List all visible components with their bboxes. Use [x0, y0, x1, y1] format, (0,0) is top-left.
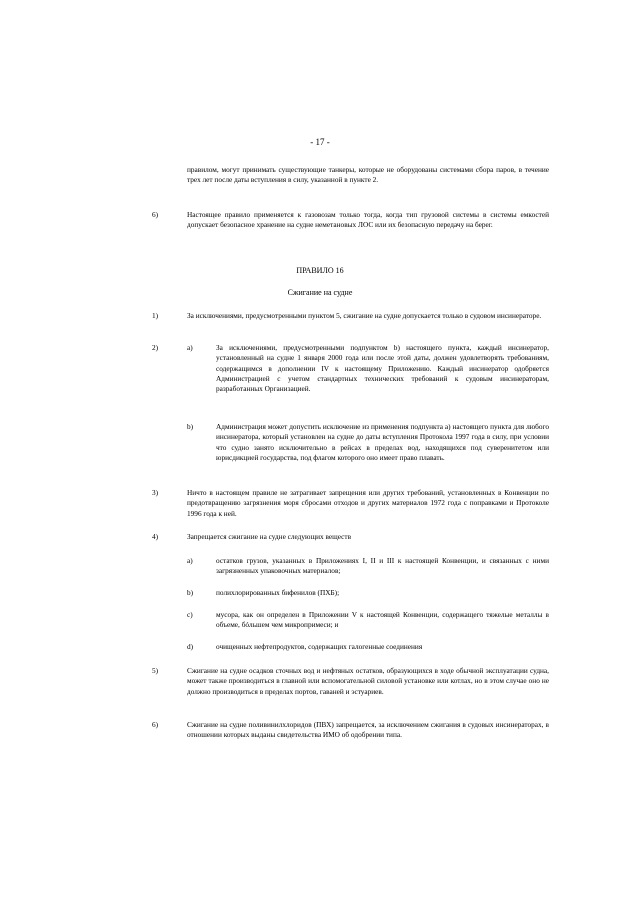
para-2b-text: Администрация может допустить исключение из применения подпункта a) настоящего пункта для любого инсинератора, который установлен на судне до даты вступления Протокола 1997 года в силу, при условии что судно занято исключительно в рейсах в пределах вод, находящихся под суверенитетом или юрисдикцией государства, под флагом которого оно имеет право плавать.: [216, 422, 549, 462]
para-4-text: Запрещается сжигание на судне следующих веществ: [187, 532, 352, 541]
para-4a-label: a): [187, 556, 193, 565]
para-4c-text: мусора, как он определен в Приложении V к настоящей Конвенции, содержащего тяжелые металлы в объеме, бóльшем чем микропримеси; и: [216, 610, 549, 630]
para-1-text: За исключениями, предусмотренными пунктом 5, сжигание на судне допускается только в судовом инсинераторе.: [187, 311, 542, 320]
para-4-number: 4): [152, 532, 159, 541]
para-2-number: 2): [152, 343, 159, 352]
para-4b-label: b): [187, 588, 194, 597]
page-number: - 17 -: [310, 137, 330, 147]
para-2a-text: За исключениями, предусмотренными подпунктом b) настоящего пункта, каждый инсинератор, установленный на судне 1 января 2000 года или после этой даты, должен удовлетворять требованиям, содержащимся в дополнении IV к настоящему Приложению. Каждый инсинератор одобряется Администрацией с учетом стандартных технических требований к судовым инсинераторам, разработанных Организацией.: [216, 343, 549, 394]
para-3-text: Ничто в настоящем правиле не затрагивает запрещения или других требований, установленных в Конвенции по предотвращению загрязнения моря сбросами отходов и других материалов 1972 года с поправками и Протоколе 1996 года к ней.: [187, 488, 549, 518]
para-4d-label: d): [187, 642, 194, 651]
para-4c-label: c): [187, 610, 193, 619]
rule-subtitle: Сжигание на судне: [287, 288, 353, 297]
para-2a-label: a): [187, 343, 193, 352]
item-6-number: 6): [152, 210, 159, 219]
intro-paragraph: правилом, могут принимать существующие танкеры, которые не оборудованы системами сбора паров, в течение трех лет после даты вступления в силу, указанной в пункте 2.: [187, 165, 549, 185]
para-1-number: 1): [152, 311, 159, 320]
para-4d-text: очищенных нефтепродуктов, содержащих галогенные соединения: [216, 642, 423, 651]
para-2b-label: b): [187, 422, 194, 431]
para-3-number: 3): [152, 488, 159, 497]
item-6-text: Настоящее правило применяется к газовозам только тогда, когда тип грузовой системы в системы емкостей допускает безопасное хранение на судне неметановых ЛОС или их безопасную передачу на берег.: [187, 210, 549, 230]
para-4a-text: остатков грузов, указанных в Приложениях I, II и III к настоящей Конвенции, и связанных с ними загрязненных упаковочных материалов;: [216, 556, 549, 576]
para-5-text: Сжигание на судне осадков сточных вод и нефтяных остатков, образующихся в ходе обычной эксплуатации судна, может также производиться в главной или вспомогательной силовой установке или котлах, но в этом случае оно не должно производиться в пределах портов, гаваней и эстуариев.: [187, 666, 549, 696]
para-6-number: 6): [152, 720, 159, 729]
rule-title: ПРАВИЛО 16: [296, 266, 344, 275]
para-5-number: 5): [152, 666, 159, 675]
para-4b-text: полихлорированных бифенилов (ПХБ);: [216, 588, 340, 597]
para-6-text: Сжигание на судне поливинилхлоридов (ПВХ) запрещается, за исключением сжигания в судовых инсинераторах, в отношении которых выданы свидетельства ИМО об одобрении типа.: [187, 720, 549, 740]
